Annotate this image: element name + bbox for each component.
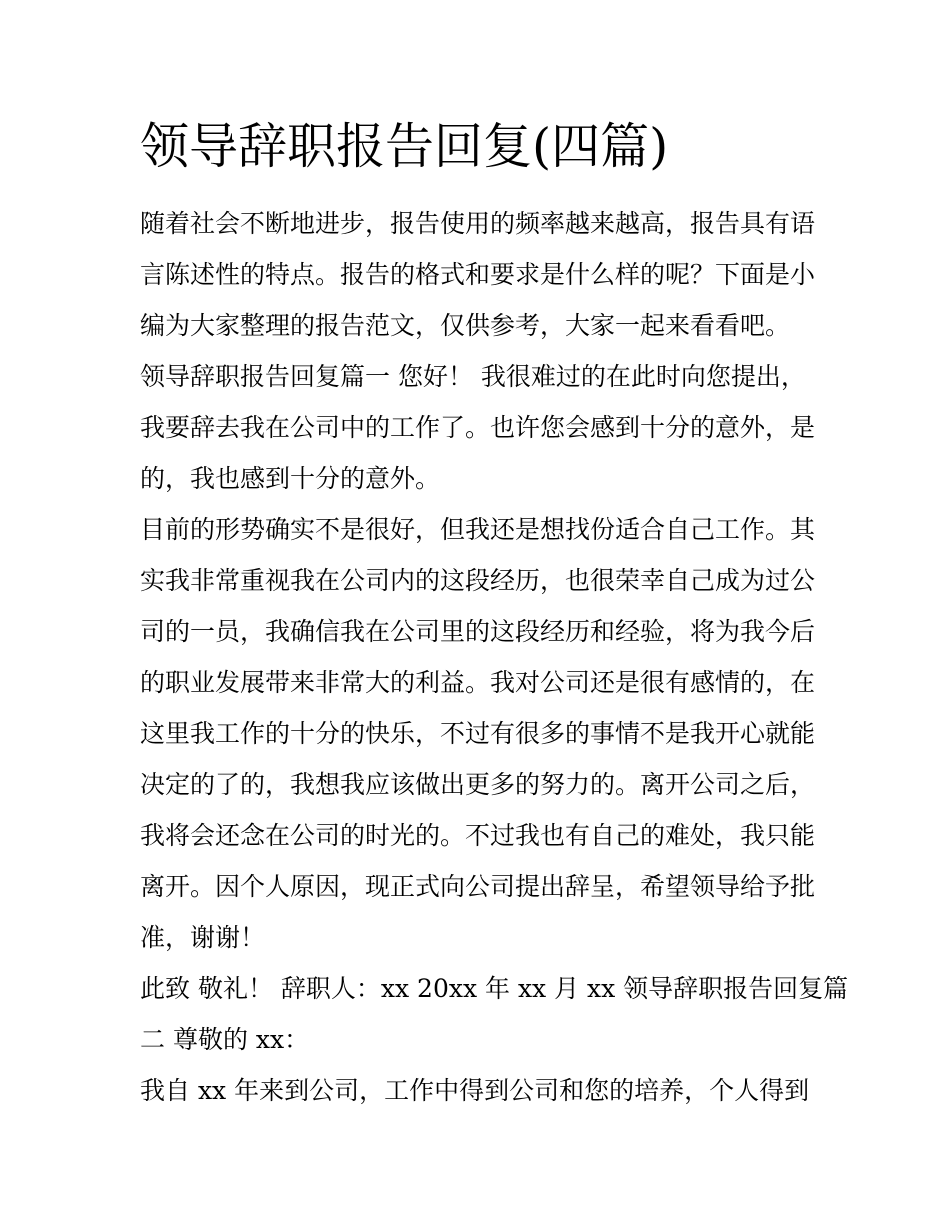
body-line: 我自 xx 年来到公司，工作中得到公司和您的培养，个人得到	[140, 1076, 810, 1105]
body-line: 随着社会不断地进步，报告使用的频率越来越高，报告具有语	[140, 209, 816, 238]
document-title: 领导辞职报告回复(四篇)	[140, 118, 669, 175]
body-line: 言陈述性的特点。报告的格式和要求是什么样的呢？下面是小	[140, 260, 816, 289]
body-line: 准，谢谢！	[140, 923, 266, 952]
body-line: 决定的了的，我想我应该做出更多的努力的。离开公司之后，	[140, 770, 816, 799]
body-line: 这里我工作的十分的快乐，不过有很多的事情不是我开心就能	[140, 719, 816, 748]
body-line: 的职业发展带来非常大的利益。我对公司还是很有感情的，在	[140, 668, 816, 697]
body-line: 目前的形势确实不是很好，但我还是想找份适合自己工作。其	[140, 515, 816, 544]
document-body	[140, 198, 849, 1116]
body-line: 离开。因个人原因，现正式向公司提出辞呈，希望领导给予批	[140, 872, 816, 901]
body-line: 领导辞职报告回复篇一 您好！ 我很难过的在此时向您提出，	[140, 362, 806, 391]
body-line: 司的一员，我确信我在公司里的这段经历和经验，将为我今后	[140, 617, 816, 646]
body-line: 的，我也感到十分的意外。	[140, 464, 441, 493]
body-line: 编为大家整理的报告范文，仅供参考，大家一起来看看吧。	[140, 311, 791, 340]
body-line: 我将会还念在公司的时光的。不过我也有自己的难处，我只能	[140, 821, 816, 850]
body-line: 二 尊敬的 xx：	[140, 1025, 310, 1054]
body-line: 实我非常重视我在公司内的这段经历，也很荣幸自己成为过公	[140, 566, 816, 595]
body-line: 此致 敬礼！ 辞职人：xx 20xx 年 xx 月 xx 领导辞职报告回复篇	[140, 974, 849, 1003]
body-line: 我要辞去我在公司中的工作了。也许您会感到十分的意外，是	[140, 413, 816, 442]
